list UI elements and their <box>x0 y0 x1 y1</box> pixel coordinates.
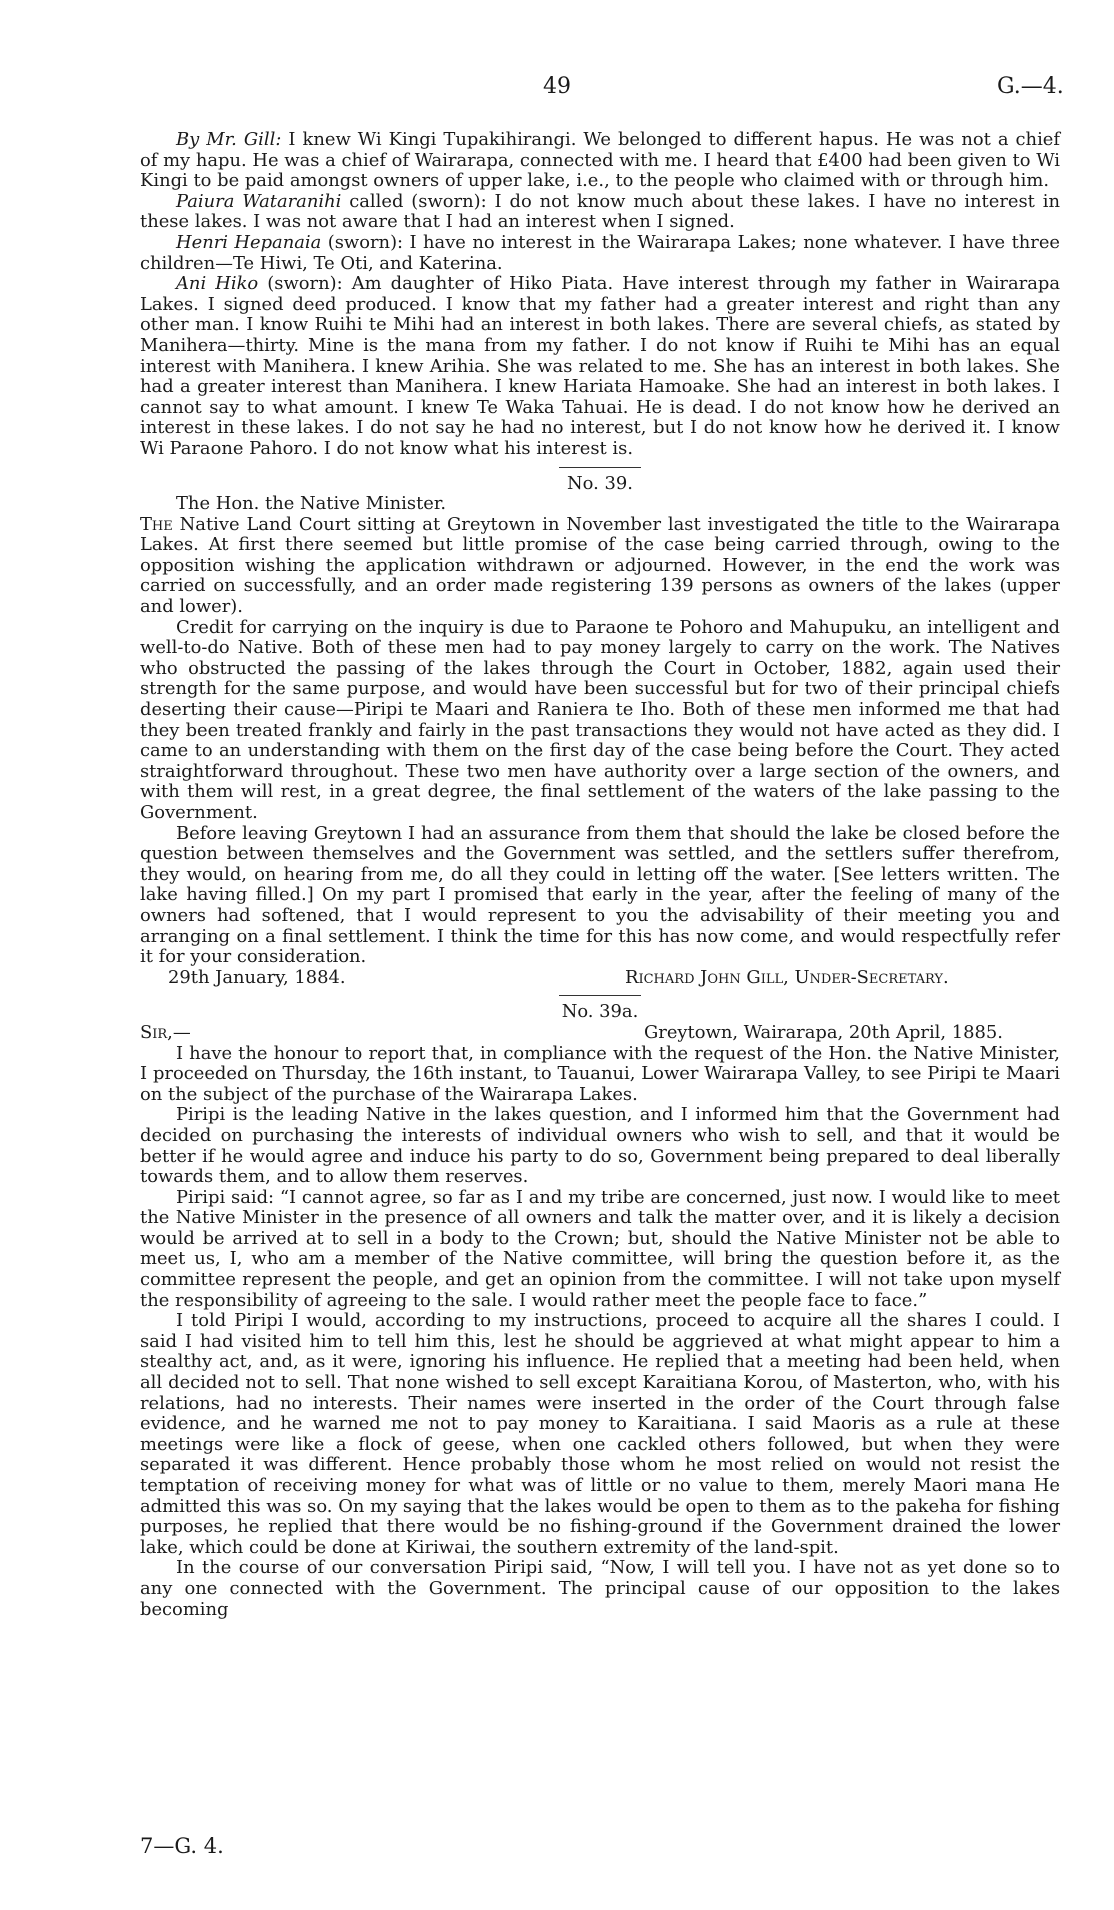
signature-mark: 7—G. 4. <box>140 1834 224 1858</box>
no39a-paragraph-4: I told Piripi I would, according to my instructions, proceed to acquire all the shares I could. I said I had visited him to tell him this, lest he should be aggrieved at what might appear to him a stealthy act, and, as it were, ignoring his influence. He replied that a meeting had been held, when all decided not to sell. That none wished to sell except Karaitiana Korou, of Masterton, who, with his relations, had no interests. Their names were inserted in the order of the Court through false evidence, and he warned me not to pay money to Karaitiana. I said Maoris as a rule at these meetings were like a flock of geese, when one cackled others followed, but when they were separated it was different. Hence probably those whom he most relied on would not resist the temptation of receiving money for what was of little or no value to them, merely Maori mana He admitted this was so. On my saying that the lakes would be open to them as to the pakeha for fishing purposes, he replied that there would be no fishing-ground if the Government drained the lower lake, which could be done at Kiriwai, the southern extremity of the land-spit. <box>140 1310 1060 1558</box>
place-date: Greytown, Wairarapa, 20th April, 1885. <box>644 1021 1003 1043</box>
section-divider <box>559 995 641 996</box>
no39a-paragraph-1: I have the honour to report that, in compliance with the request of the Hon. the Native Minister, I proceeded on Thursday, the 16th instant, to Tauanui, Lower Wairarapa Valley, to see Piripi te Maari on the subject of the purchase of the Wairarapa Lakes. <box>140 1042 1060 1105</box>
page-reference: G.—4. <box>997 74 1064 99</box>
paiura-testimony: Paiura Wataranihi called (sworn): I do not know much about these lakes. I have no interest in these lakes. I was not aware that I had an interest when I signed. <box>140 190 1060 233</box>
no39-paragraph-2: Credit for carrying on the inquiry is due to Paraone te Pohoro and Mahupuku, an intelligent and well-to-do Native. Both of these men had to pay money largely to carry on the work. The Natives who obstructed the passing of the lakes through the Court in October, 1882, again used their strength for the same purpose, and would have been successful but for two of their principal chiefs deserting their cause—Piripi te Maari and Raniera te Iho. Both of these men informed me that had they been treated frankly and fairly in the past transactions they would not have acted as they did. I came to an understanding with them on the first day of the case being before the Court. They acted straightforward throughout. These two men have authority over a large section of the owners, and with them will rest, in a great degree, the final settlement of the waters of the lake passing to the Government. <box>140 616 1060 823</box>
salutation: Sir,— <box>140 1021 191 1043</box>
salutation-row <box>140 1023 1060 1044</box>
speaker-ani: Ani Hiko <box>176 273 259 295</box>
page-number: 49 <box>543 74 571 99</box>
no39-paragraph-3: Before leaving Greytown I had an assurance from them that should the lake be closed before the question between themselves and the Government was settled, and the settlers suffer therefrom, they would, on hearing from me, do all they could in letting off the water. [See letters written. The lake having filled.] On my part I promised that early in the year, after the feeling of many of the owners had softened, that I would represent to you the advisability of their meeting you and arranging on a final settlement. I think the time for this has now come, and would respectfully refer it for your consideration. <box>140 822 1060 968</box>
section-heading-no39: No. 39. <box>567 472 633 494</box>
addressee: The Hon. the Native Minister. <box>176 493 447 515</box>
no39a-paragraph-2: Piripi is the leading Native in the lakes question, and I informed him that the Government had decided on purchasing the interests of individual owners who wish to sell, and that it would be better if he would agree and induce his party to do so, Government being prepared to deal liberally towards them, and to allow them reserves. <box>140 1104 1060 1188</box>
section-heading-no39a: No. 39a. <box>561 1001 639 1023</box>
testimony-section <box>140 130 1060 1620</box>
signature: Richard John Gill, Under-Secretary. <box>625 966 949 988</box>
no39-paragraph-1: The Native Land Court sitting at Greytown in November last investigated the title to the Wairarapa Lakes. At first there seemed but little promise of the case being carried through, owing to the opposition wishing the application withdrawn or adjourned. However, in the end the work was carried on successfully, and an order made registering 139 persons as owners of the lakes (upper and lower). <box>140 513 1061 618</box>
section-divider <box>559 467 641 468</box>
letter-date: 29th January, 1884. <box>168 966 346 988</box>
speaker-gill: By Mr. Gill: <box>176 129 282 150</box>
henri-testimony: Henri Hepanaia (sworn): I have no interest in the Wairarapa Lakes; none whatever. I have three children—Te Hiwi, Te Oti, and Katerina. <box>140 231 1061 274</box>
date-signature-row <box>140 968 1060 989</box>
no39a-paragraph-5: In the course of our conversation Piripi said, “Now, I will tell you. I have not as yet done so to any one connected with the Government. The principal cause of our opposition to the lakes becoming <box>140 1557 1060 1620</box>
speaker-henri: Henri Hepanaia <box>176 231 322 253</box>
ani-testimony: Ani Hiko (sworn): Am daughter of Hiko Piata. Have interest through my father in Wairarapa Lakes. I signed deed produced. I know that my father had a greater interest and right than any other man. I know Ruihi te Mihi had an interest in both lakes. There are several chiefs, as stated by Manihera—thirty. Mine is the mana from my father. I do not know if Ruihi te Mihi has an equal interest with Manihera. I knew Arihia. She was related to me. She has an interest in both lakes. She had a greater interest than Manihera. I knew Hariata Hamoake. She had an interest in both lakes. I cannot say to what amount. I knew Te Waka Tahuai. He is dead. I do not know how he derived an interest in these lakes. I do not say he had no interest, but I do not know how he derived it. I know Wi Paraone Pahoro. I do not know what his interest is. <box>140 273 1060 459</box>
no39a-paragraph-3: Piripi said: “I cannot agree, so far as I and my tribe are concerned, just now. I would like to meet the Native Minister in the presence of all owners and talk the matter over, and it is likely a decision would be arrived at to sell in a body to the Crown; but, should the Native Minister not be able to meet us, I, who am a member of the Native committee, will bring the question before it, as the committee represent the people, and get an opinion from the committee. I will not take upon myself the responsibility of agreeing to the sale. I would rather meet the people face to face.” <box>140 1186 1060 1311</box>
speaker-paiura: Paiura Wataranihi <box>176 190 342 212</box>
gill-testimony: By Mr. Gill: I knew Wi Kingi Tupakihirangi. We belonged to different hapus. He was not a chief of my hapu. He was a chief of Wairarapa, connected with me. I heard that £400 had been given to Wi Kingi to be paid amongst owners of upper lake, i.e., to the people who claimed with or through him. <box>140 129 1060 192</box>
